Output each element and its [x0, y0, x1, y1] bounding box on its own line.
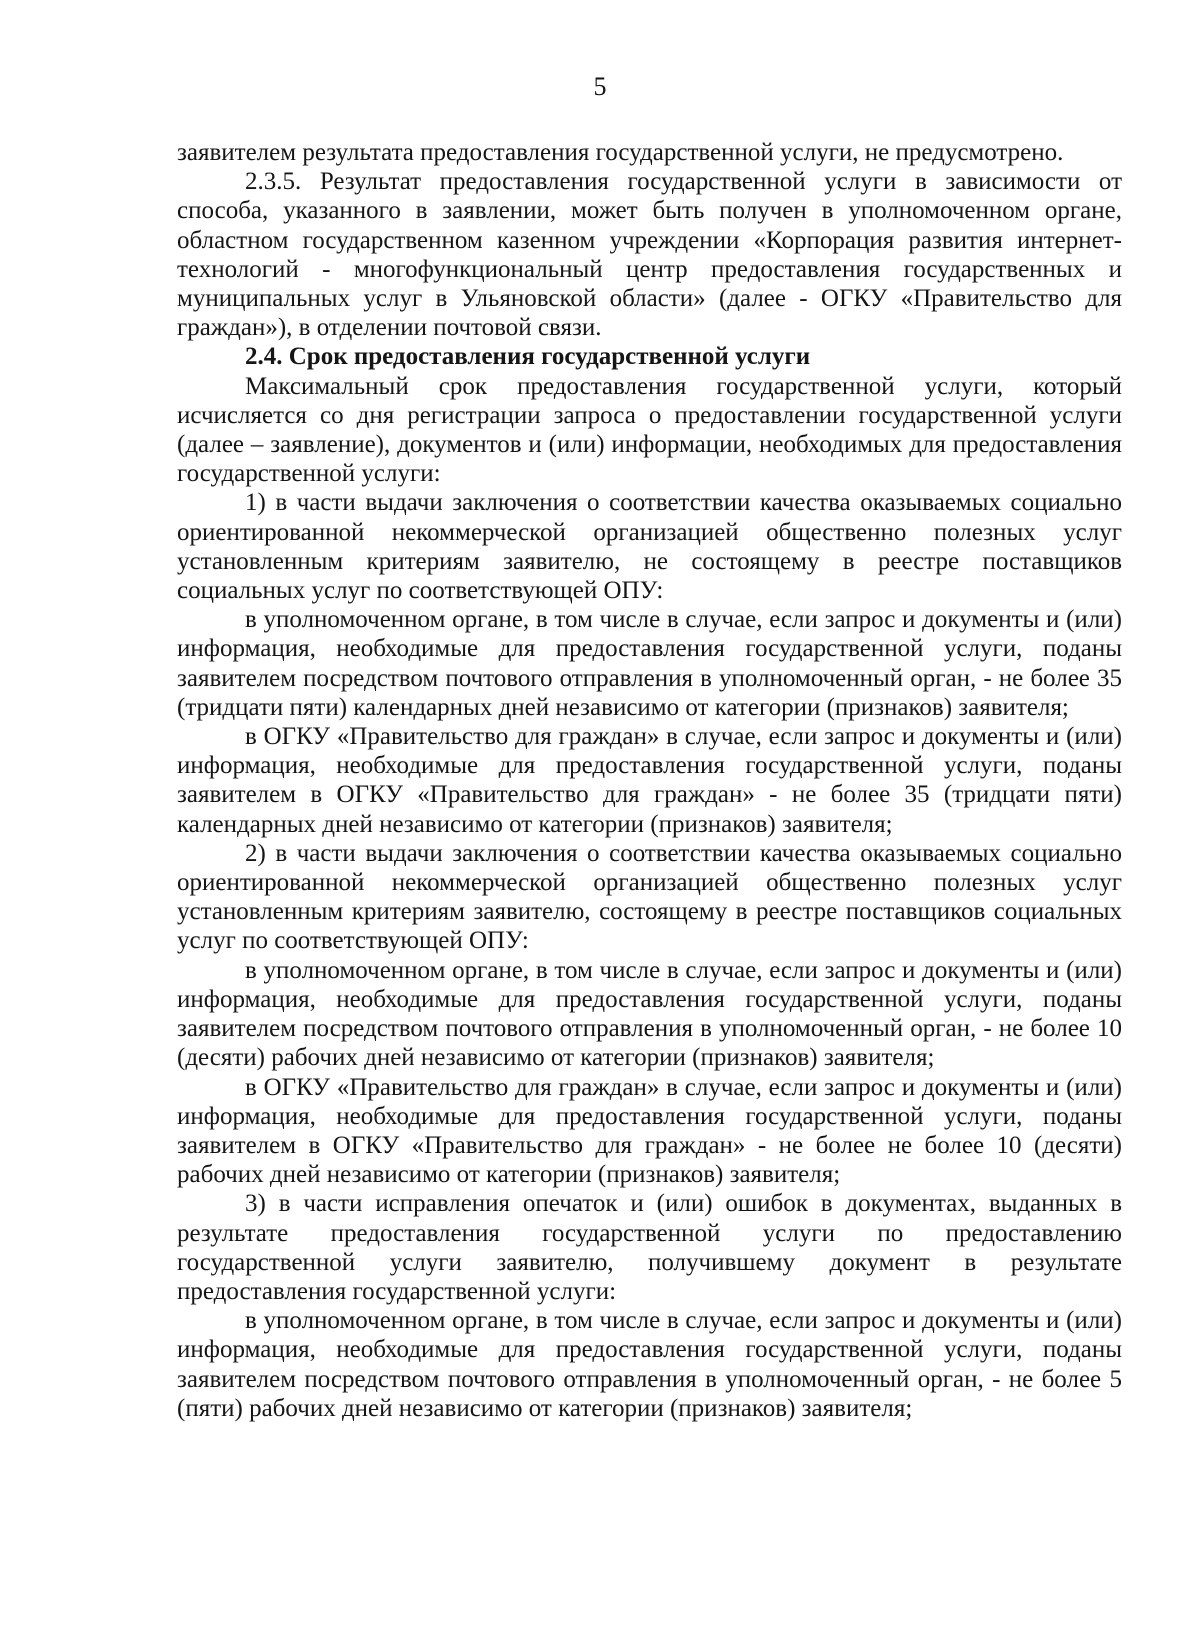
- page-number: 5: [593, 72, 607, 101]
- paragraph-continuation: заявителем результата предоставления государственной услуги, не предусмотрено.: [177, 139, 1064, 166]
- document-body: [177, 138, 1122, 1423]
- paragraph-item-3: 3) в части исправления опечаток и (или) ошибок в документах, выданных в результате предоставления государственной услуги по предоставлению государственной услуги заявителю, получившему документ в результате предоставления государственной услуги:: [177, 1190, 1122, 1305]
- paragraph-item-1-authority: в уполномоченном органе, в том числе в случае, если запрос и документы и (или) информация, необходимые для предоставления государственной услуги, поданы заявителем посредством почтового отправления в уполномоченный орган, - не более 35 (тридцати пяти) календарных дней независимо от категории (признаков) заявителя;: [177, 606, 1122, 721]
- paragraph-max-term: Максимальный срок предоставления государственной услуги, который исчисляется со дня регистрации запроса о предоставлении государственной услуги (далее – заявление), документов и (или) информации, необходимых для предоставления государственной услуги:: [177, 372, 1122, 488]
- paragraph-item-1-mfc: в ОГКУ «Правительство для граждан» в случае, если запрос и документы и (или) информация, необходимые для предоставления государственной услуги, поданы заявителем в ОГКУ «Правительство для граждан» - не более 35 (тридцати пяти) календарных дней независимо от категории (признаков) заявителя;: [177, 723, 1122, 838]
- paragraph-item-2-authority: в уполномоченном органе, в том числе в случае, если запрос и документы и (или) информация, необходимые для предоставления государственной услуги, поданы заявителем посредством почтового отправления в уполномоченный орган, - не более 10 (десяти) рабочих дней независимо от категории (признаков) заявителя;: [177, 956, 1122, 1072]
- paragraph-item-2-mfc: в ОГКУ «Правительство для граждан» в случае, если запрос и документы и (или) информация, необходимые для предоставления государственной услуги, поданы заявителем в ОГКУ «Правительство для граждан» - не более не более 10 (десяти) рабочих дней независимо от категории (признаков) заявителя;: [177, 1073, 1122, 1189]
- paragraph-item-1: 1) в части выдачи заключения о соответствии качества оказываемых социально ориентированной некоммерческой организацией общественно полезных услуг установленным критериям заявителю, не состоящему в реестре поставщиков социальных услуг по соответствующей ОПУ:: [177, 489, 1122, 605]
- paragraph-item-2: 2) в части выдачи заключения о соответствии качества оказываемых социально ориентированной некоммерческой организацией общественно полезных услуг установленным критериям заявителю, состоящему в реестре поставщиков социальных услуг по соответствующей ОПУ:: [177, 839, 1122, 955]
- section-heading-2-4: 2.4. Срок предоставления государственной услуги: [245, 343, 811, 371]
- paragraph-item-3-authority: в уполномоченном органе, в том числе в случае, если запрос и документы и (или) информация, необходимые для предоставления государственной услуги, поданы заявителем посредством почтового отправления в уполномоченный орган, - не более 5 (пяти) рабочих дней независимо от категории (признаков) заявителя;: [177, 1307, 1122, 1422]
- paragraph-2-3-5: 2.3.5. Результат предоставления государственной услуги в зависимости от способа, указанного в заявлении, может быть получен в уполномоченном органе, областном государственном казенном учреждении «Корпорация развития интернет-технологий - многофункциональный центр предоставления государственных и муниципальных услуг в Ульяновской области» (далее - ОГКУ «Правительство для граждан»), в отделении почтовой связи.: [177, 168, 1122, 342]
